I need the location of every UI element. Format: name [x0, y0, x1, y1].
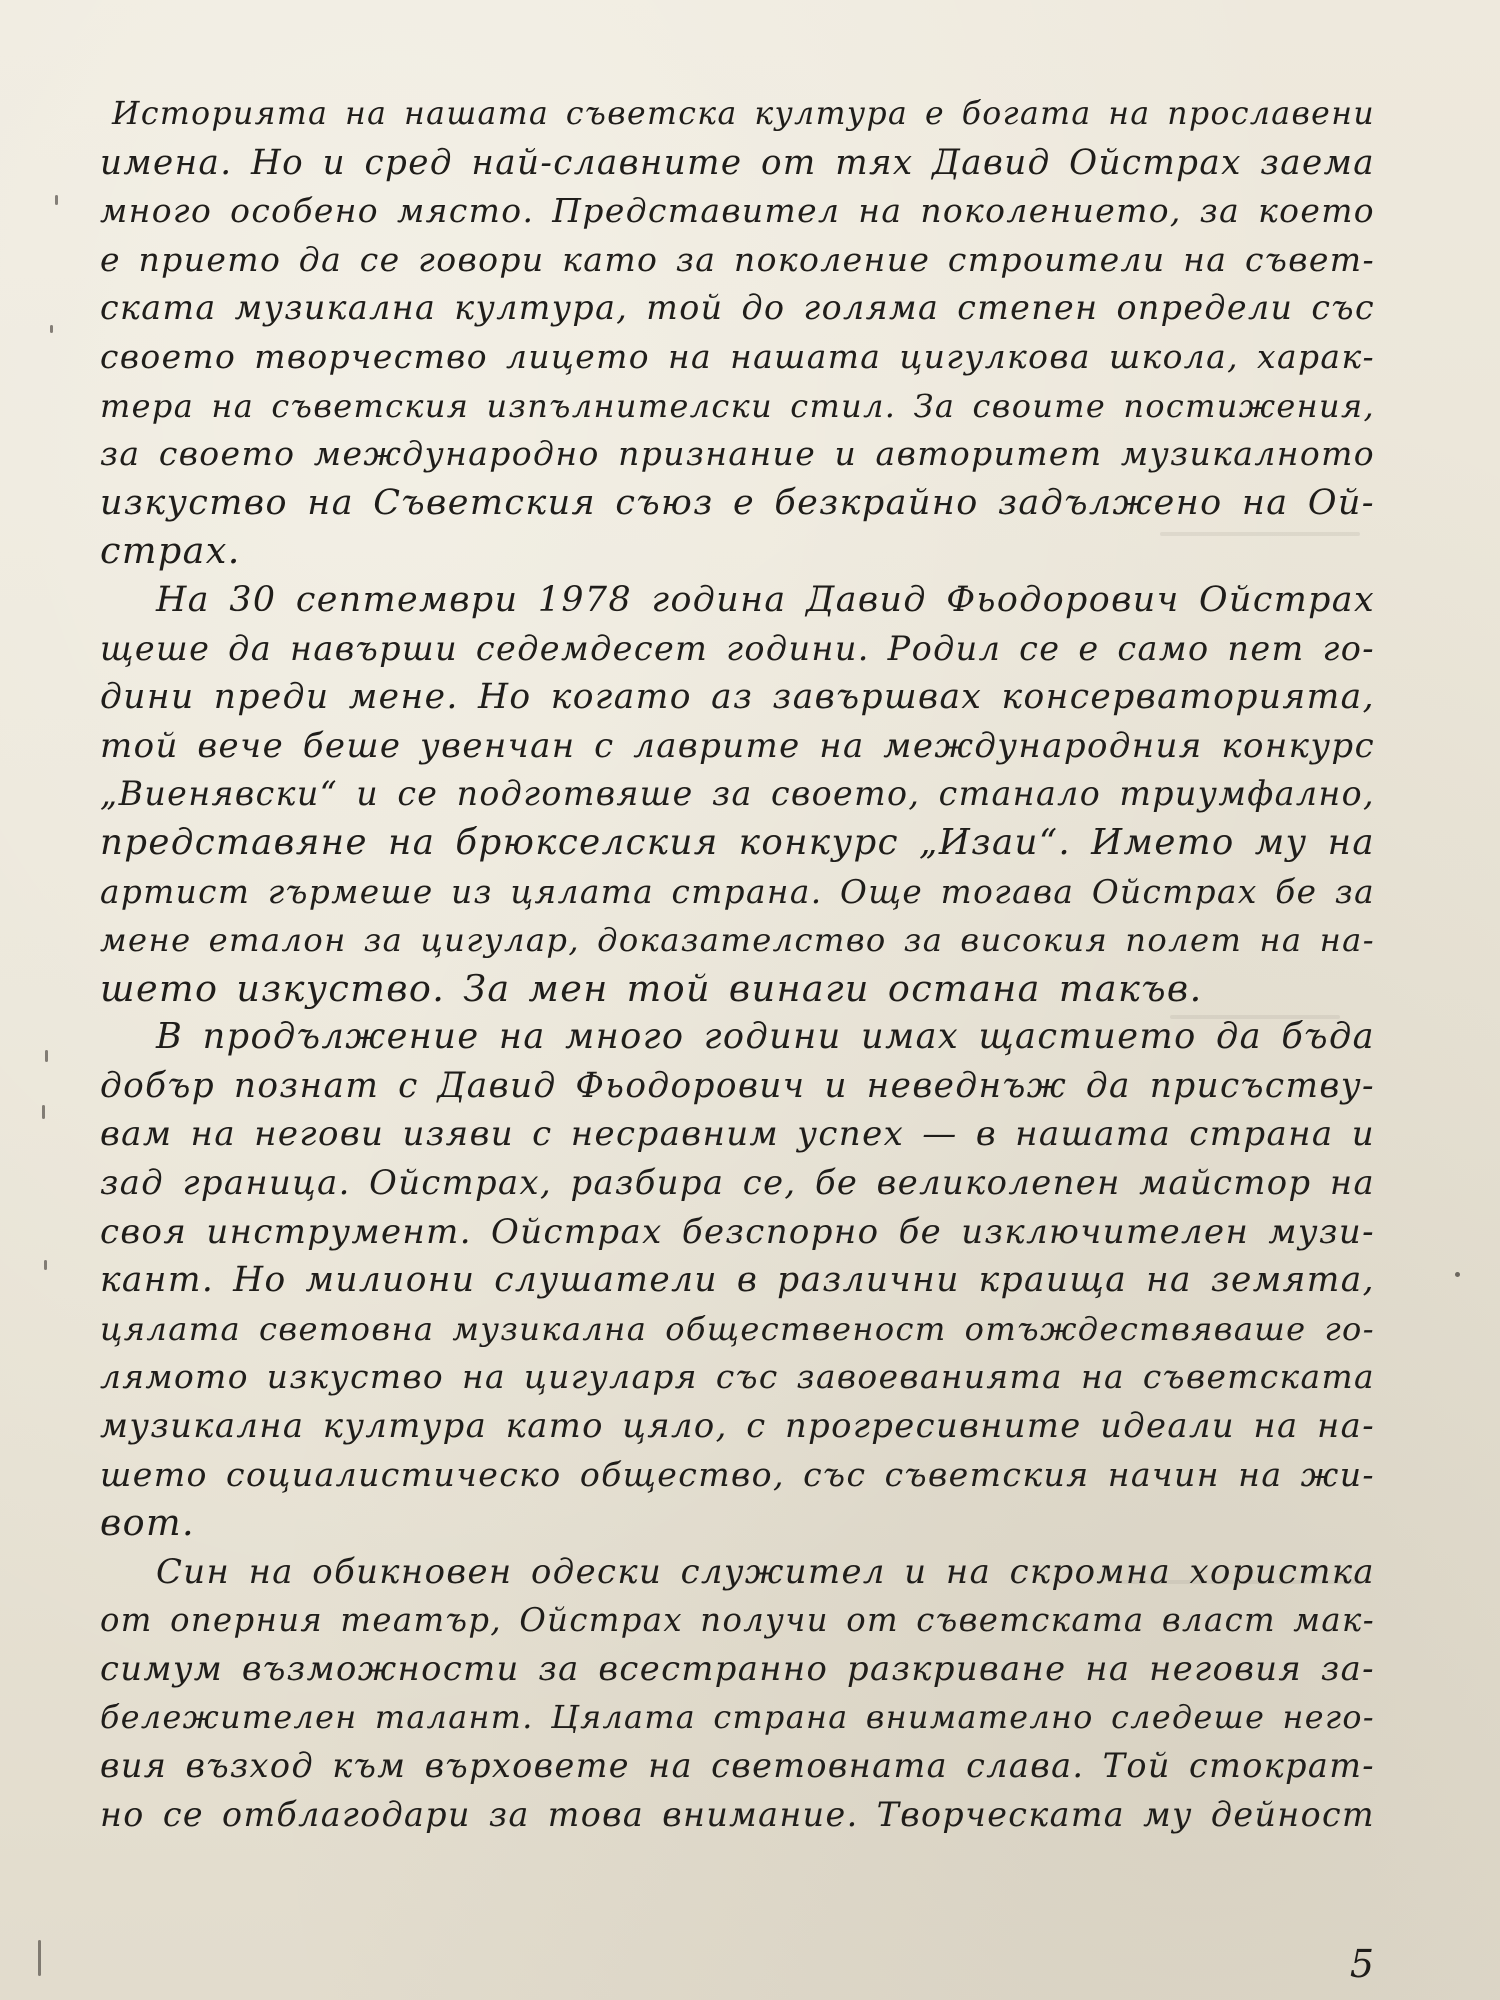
- text-line: зад граница. Ойстрах, разбира се, бе великолепен майстор на: [100, 1163, 1375, 1203]
- margin-mark: [42, 1105, 45, 1119]
- body-text: [100, 90, 1375, 1839]
- paragraph-3: [100, 1013, 1375, 1548]
- text-line: симум възможности за всестранно разкриване на неговия за-: [100, 1649, 1375, 1688]
- text-line: страх.: [100, 529, 241, 573]
- text-line: вам на негови изяви с несравним успех — в нашата страна и: [100, 1114, 1375, 1155]
- text-line: мене еталон за цигулар, доказателство за високия полет на на-: [100, 921, 1375, 960]
- text-line: цялата световна музикална общественост отъждествяваше го-: [100, 1309, 1375, 1348]
- margin-mark: [44, 1260, 47, 1270]
- text-line: добър познат с Давид Фьодорович и неведнъж да присъству-: [100, 1065, 1375, 1106]
- text-line: за своето международно признание и авторитет музикалното: [100, 434, 1375, 474]
- text-line: артист гърмеше из цялата страна. Още тогава Ойстрах бе за: [100, 872, 1375, 911]
- text-line: ската музикална култура, той до голяма степен определи със: [100, 288, 1375, 328]
- text-line: дини преди мене. Но когато аз завършвах консерваторията,: [100, 677, 1375, 718]
- text-line: шето социалистическо общество, със съветския начин на жи-: [100, 1454, 1375, 1494]
- paragraph-1: [100, 90, 1375, 576]
- text-line: кант. Но милиони слушатели в различни краища на земята,: [100, 1260, 1375, 1301]
- text-line: лямото изкуство на цигуларя със завоеванията на съветската: [100, 1358, 1375, 1397]
- page-number: 5: [1349, 1942, 1374, 1986]
- text-line: Син на обикновен одески служител и на скромна хористка: [156, 1551, 1375, 1591]
- text-line: На 30 септември 1978 година Давид Фьодорович Ойстрах: [156, 579, 1375, 620]
- margin-mark: [55, 195, 58, 205]
- text-line: щеше да навърши седемдесет години. Родил се е само пет го-: [100, 628, 1375, 668]
- text-line: В продължение на много години имах щастието да бъда: [156, 1016, 1375, 1058]
- paragraph-2: [100, 576, 1375, 1013]
- text-line: вот.: [100, 1501, 196, 1545]
- text-line: но се отблагодари за това внимание. Творческата му дейност: [100, 1794, 1375, 1834]
- text-line: изкуство на Съветския съюз е безкрайно задължено на Ой-: [100, 482, 1375, 523]
- text-line: много особено място. Представител на поколението, за което: [100, 191, 1375, 231]
- text-line: бележителен талант. Цялата страна внимателно следеше него-: [100, 1699, 1375, 1736]
- margin-mark: [38, 1940, 41, 1976]
- paragraph-4: [100, 1548, 1375, 1840]
- margin-mark: [50, 325, 53, 333]
- text-line: тера на съветския изпълнителски стил. За своите постижения,: [100, 386, 1375, 425]
- text-line: шето изкуство. За мен той винаги остана такъв.: [100, 966, 1203, 1010]
- text-line: е прието да се говори като за поколение строители на съвет-: [100, 239, 1375, 279]
- text-line: той вече беше увенчан с лаврите на международния конкурс: [100, 725, 1375, 766]
- text-line: своето творчество лицето на нашата цигулкова школа, харак-: [100, 336, 1375, 376]
- text-line: представяне на брюкселския конкурс „Изаи“. Името му на: [100, 821, 1375, 863]
- text-line: Историята на нашата съветска култура е богата на прославени: [112, 96, 1375, 132]
- text-line: от оперния театър, Ойстрах получи от съветската власт мак-: [100, 1601, 1375, 1640]
- text-line: вия възход към върховете на световната слава. Той стократ-: [100, 1746, 1375, 1786]
- margin-dot: [1455, 1272, 1460, 1277]
- margin-mark: [45, 1050, 48, 1062]
- text-line: „Виенявски“ и се подготвяше за своето, станало триумфално,: [100, 774, 1375, 814]
- text-line: своя инструмент. Ойстрах безспорно бе изключителен музи-: [100, 1211, 1375, 1251]
- text-line: музикална култура като цяло, с прогресивните идеали на на-: [100, 1406, 1375, 1446]
- text-line: имена. Но и сред най-славните от тях Давид Ойстрах заема: [100, 142, 1375, 183]
